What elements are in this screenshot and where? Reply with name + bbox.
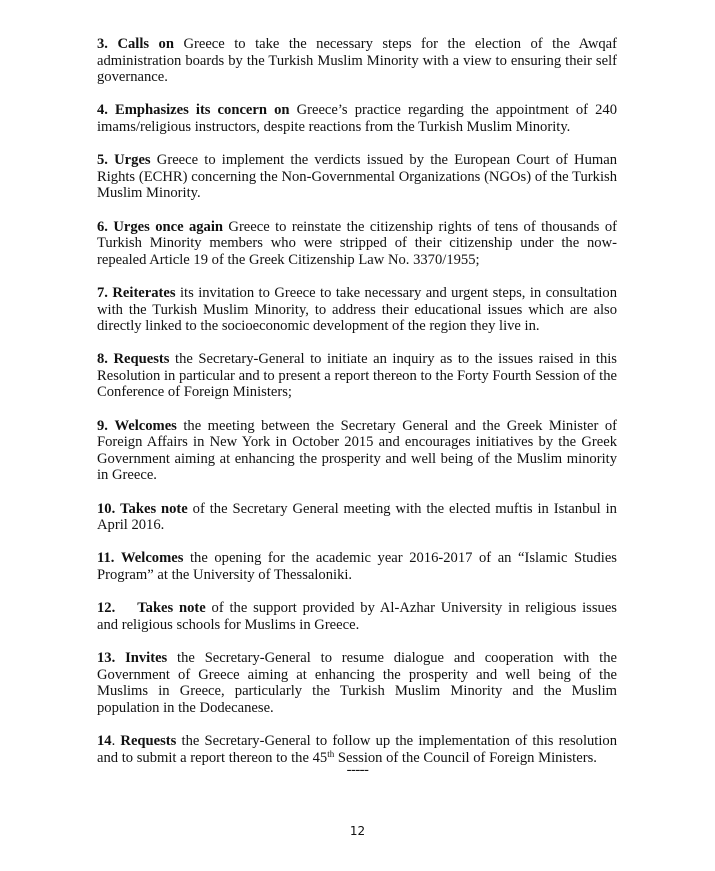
paragraph-number: 3.: [97, 36, 108, 52]
paragraph-7: [97, 285, 617, 335]
operative-verb: Calls on: [117, 36, 174, 52]
paragraph-4: [97, 102, 617, 135]
operative-verb: Welcomes: [121, 550, 184, 567]
paragraph-number: 9.: [97, 417, 108, 434]
paragraph-10: [97, 501, 617, 534]
operative-verb: Urges once again: [113, 218, 224, 235]
paragraph-number: 8.: [97, 351, 108, 368]
paragraph-text: Greece to reinstate the citizenship rights of tens of thousands of Turkish Minority members who were stripped of their citizenship under the now-repealed Article 19 of the Greek Citizenship Law No. 3370/1955;: [97, 218, 617, 268]
paragraph-number: 11.: [97, 550, 115, 567]
paragraph-text-end: Session of the Council of Foreign Ministers.: [334, 749, 597, 766]
paragraph-number: 13.: [97, 649, 116, 666]
operative-verb: Urges: [114, 152, 151, 169]
paragraph-text: the opening for the academic year 2016-2017 of an “Islamic Studies Program” at the University of Thessaloniki.: [97, 550, 617, 583]
operative-verb: Requests: [113, 351, 170, 368]
operative-verb: Emphasizes its concern on: [115, 102, 290, 119]
resolution-body: [97, 36, 617, 783]
operative-verb: Welcomes: [114, 417, 177, 434]
paragraph-text: Greece’s practice regarding the appointment of 240 imams/religious instructors, despite reactions from the Turkish Muslim Minority.: [97, 102, 617, 135]
paragraph-9: [97, 418, 617, 484]
paragraph-8: [97, 351, 617, 401]
paragraph-number: 6.: [97, 218, 108, 235]
paragraph-text: of the Secretary General meeting with the elected muftis in Istanbul in April 2016.: [97, 500, 617, 534]
operative-verb: Invites: [125, 649, 168, 666]
paragraph-number: 4.: [97, 102, 108, 119]
paragraph-number: 12.: [97, 600, 116, 617]
paragraph-number: 10.: [97, 500, 116, 517]
paragraph-6: [97, 219, 617, 269]
paragraph-text: the Secretary-General to initiate an inquiry as to the issues raised in this Resolution in particular and to present a report thereon to the Forty Fourth Session of the Conference of Foreign Ministers;: [97, 351, 617, 401]
paragraph-text: its invitation to Greece to take necessary and urgent steps, in consultation with the Turkish Muslim Minority, to address their educational issues which are also directly linked to the socioeconomic development of the region they live in.: [97, 284, 617, 335]
paragraph-3: [97, 36, 617, 86]
paragraph-5: [97, 152, 617, 202]
paragraph-text: the meeting between the Secretary General and the Greek Minister of Foreign Affairs in New York in October 2015 and encourages initiatives by the Greek Government aiming at enhancing the prosperity and well being of the Muslim minority in Greece.: [97, 417, 617, 484]
paragraph-text: the Secretary-General to follow up the implementation of this resolution and to submit a report thereon to the 45: [97, 732, 617, 766]
paragraph-12: [97, 600, 617, 633]
operative-verb: Requests: [120, 732, 177, 749]
paragraph-text: Greece to take the necessary steps for the election of the Awqaf administration boards by the Turkish Muslim Minority with a view to ensuring their self governance.: [97, 36, 618, 86]
paragraph-text: of the support provided by Al-Azhar University in religious issues and religious schools for Muslims in Greece.: [97, 600, 617, 633]
page-number: 12: [349, 824, 366, 838]
operative-verb: Reiterates: [112, 284, 176, 301]
paragraph-text: the Secretary-General to resume dialogue and cooperation with the Government of Greece aiming at enhancing the prosperity and well being of the Muslims in Greece, particularly the Turkish Muslim Minority and the Muslim population in the Dodecanese.: [97, 649, 617, 716]
paragraph-11: [97, 550, 617, 583]
end-separator: -----: [346, 762, 369, 778]
paragraph-text: Greece to implement the verdicts issued by the European Court of Human Rights (ECHR) concerning the Non-Governmental Organizations (NGOs) of the Turkish Muslim Minority.: [97, 152, 617, 202]
paragraph-13: [97, 650, 617, 716]
ordinal-superscript: th: [327, 748, 335, 759]
paragraph-number: 14: [97, 732, 112, 749]
paragraph-number: 7.: [97, 284, 108, 301]
operative-verb: Takes note: [120, 500, 188, 517]
paragraph-number-suffix: .: [111, 732, 121, 749]
paragraph-number: 5.: [97, 152, 108, 169]
operative-verb: Takes note: [137, 600, 206, 617]
